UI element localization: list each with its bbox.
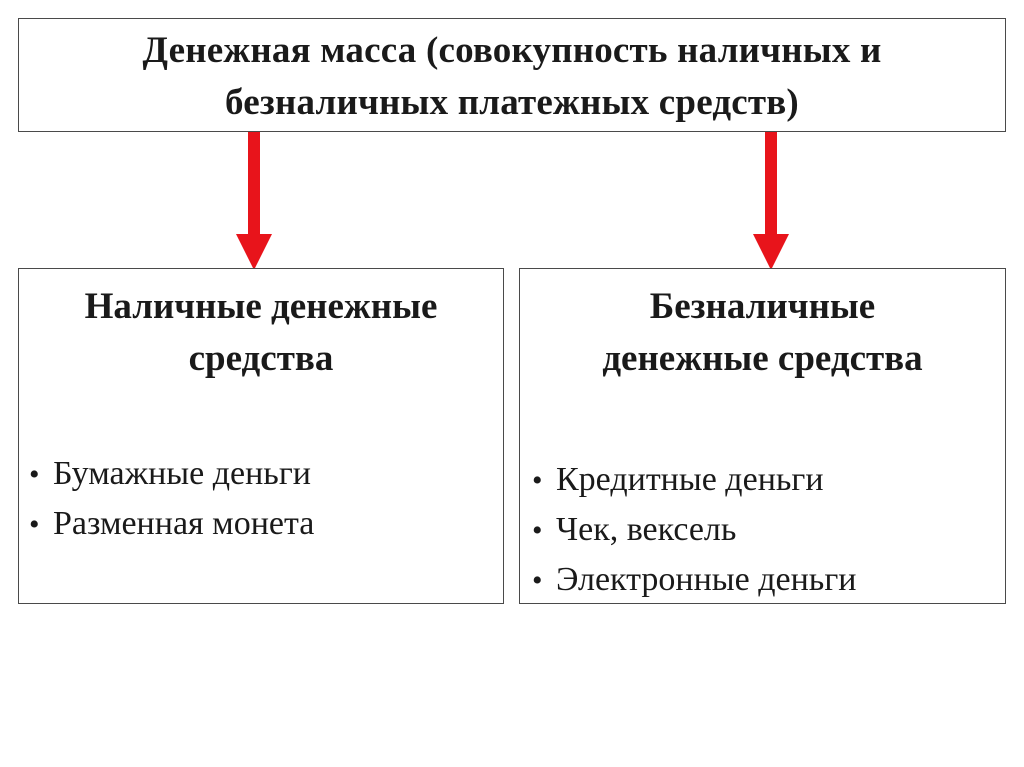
arrow-right-shaft [765,132,777,238]
arrow-down-icon [751,132,791,270]
arrow-right-head [753,234,789,270]
non-cash-funds-title-line-1: Безналичные [649,286,876,327]
bullet-icon: • [29,508,40,541]
non-cash-funds-list [532,455,856,605]
list-item-label: Кредитные деньги [556,461,824,498]
arrow-left-shaft [248,132,260,238]
bullet-icon: • [532,464,543,497]
list-item-label: Электронные деньги [556,561,857,598]
cash-funds-title-line-2: средства [188,338,334,379]
non-cash-funds-box [519,268,1006,604]
list-item [29,499,314,549]
list-item-label: Разменная монета [53,505,315,542]
money-supply-title-line-2: безналичных платежных средств) [225,82,799,123]
list-item [532,455,856,505]
list-item [29,449,314,499]
money-supply-title-line-1: Денежная масса (совокупность наличных и [142,30,882,71]
cash-funds-list [29,449,314,549]
non-cash-funds-title-line-2: денежные средства [602,338,923,379]
cash-funds-title-line-1: Наличные денежные [84,286,438,327]
money-supply-box [18,18,1006,132]
list-item [532,505,856,555]
bullet-icon: • [532,514,543,547]
bullet-icon: • [532,564,543,597]
list-item-label: Чек, вексель [556,511,737,548]
arrow-down-icon [234,132,274,270]
bullet-icon: • [29,458,40,491]
cash-funds-title [19,281,503,385]
cash-funds-box [18,268,504,604]
list-item [532,555,856,605]
arrow-left-head [236,234,272,270]
non-cash-funds-title [520,281,1005,385]
list-item-label: Бумажные деньги [53,455,311,492]
